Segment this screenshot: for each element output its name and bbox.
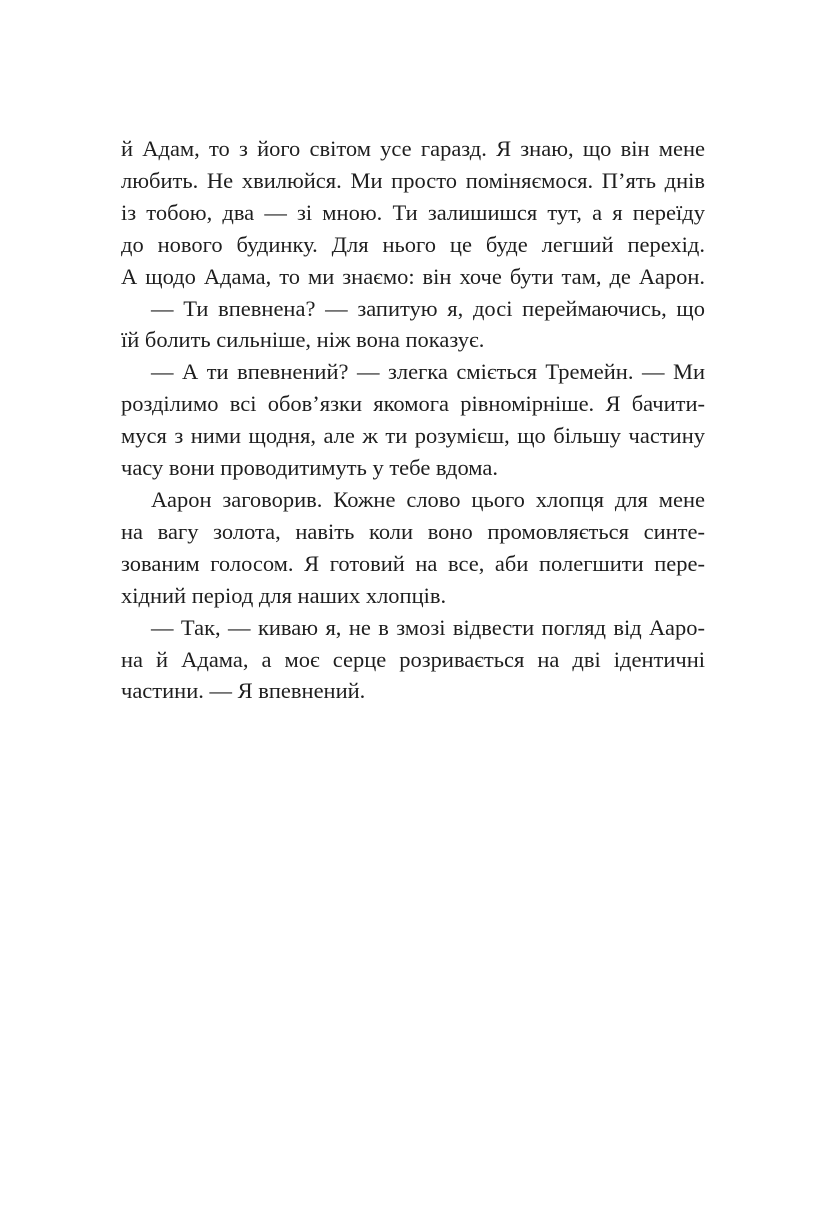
text-line: й Адам, то з його світом усе гаразд. Я знаю, що він мене bbox=[121, 136, 705, 161]
text-line: любить. Не хвилюйся. Ми просто поміняємося. П’ять днів bbox=[121, 167, 705, 193]
text-line: хідний період для наших хлопців. bbox=[121, 582, 447, 608]
page-text bbox=[121, 133, 705, 707]
text-line: частини. — Я впевнений. bbox=[121, 678, 366, 704]
text-line: А щодо Адама, то ми знаємо: він хоче бути там, де Аарон. bbox=[121, 263, 705, 289]
text-line: часу вони проводитимуть у тебе вдома. bbox=[121, 455, 498, 481]
text-line: — Ти впевнена? — запитую я, досі переймаючись, що bbox=[151, 295, 705, 321]
text-line: зованим голосом. Я готовий на все, аби полегшити пере- bbox=[121, 550, 705, 576]
text-line: на вагу золота, навіть коли воно промовляється синте- bbox=[121, 518, 705, 544]
text-line: Аарон заговорив. Кожне слово цього хлопця для мене bbox=[151, 486, 705, 512]
text-line: розділимо всі обов’язки якомога рівномірніше. Я бачити- bbox=[121, 391, 705, 417]
text-line: їй болить сильніше, ніж вона показує. bbox=[121, 327, 485, 353]
text-line: до нового будинку. Для нього це буде легший перехід. bbox=[121, 231, 705, 257]
text-line: муся з ними щодня, але ж ти розумієш, що більшу частину bbox=[121, 423, 705, 449]
text-line: із тобою, два — зі мною. Ти залишишся тут, а я переїду bbox=[121, 199, 705, 225]
text-line: — Так, — киваю я, не в змозі відвести погляд від Ааро- bbox=[151, 614, 705, 640]
text-line: на й Адама, а моє серце розривається на дві ідентичні bbox=[121, 646, 705, 672]
text-line: — А ти впевнений? — злегка сміється Тремейн. — Ми bbox=[151, 359, 705, 385]
